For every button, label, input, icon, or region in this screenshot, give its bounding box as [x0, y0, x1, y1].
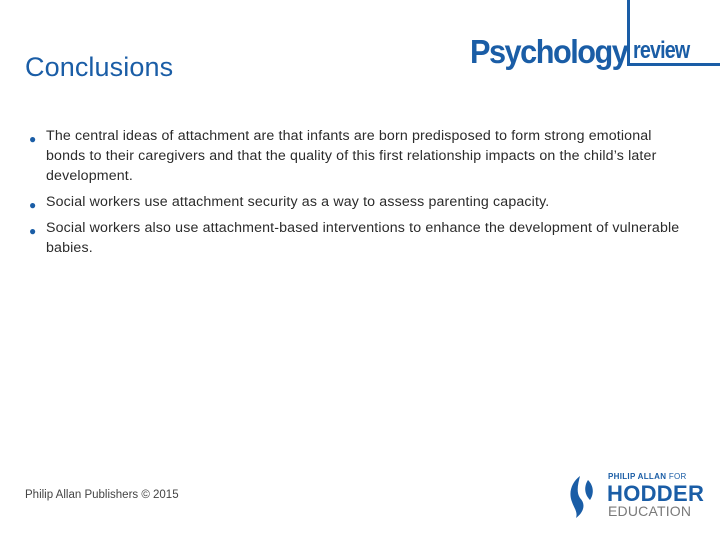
bullet-icon: ● — [29, 198, 37, 212]
psychology-review-logo — [470, 0, 720, 80]
list-item — [28, 218, 688, 258]
hodder-swirl-icon — [564, 472, 600, 520]
bullet-text: Social workers use attachment security as a way to assess parenting capacity. — [46, 194, 550, 210]
logo-education-text: EDUCATION — [608, 503, 692, 519]
logo-publisher-name: PHILIP ALLAN — [608, 472, 667, 481]
logo-sub-text: review — [633, 37, 690, 64]
bullet-list — [28, 126, 688, 264]
logo-divider — [627, 0, 630, 66]
bullet-icon: ● — [29, 132, 37, 146]
logo-publisher-line — [608, 472, 687, 481]
list-item — [28, 126, 688, 186]
list-item — [28, 192, 688, 212]
bullet-text: The central ideas of attachment are that infants are born predisposed to form strong emotional bonds to their caregivers and that the quality of this first relationship impacts on the child’s later development. — [46, 128, 657, 184]
bullet-text: Social workers also use attachment-based interventions to enhance the development of vulnerable babies. — [46, 220, 680, 256]
footer-copyright: Philip Allan Publishers © 2015 — [25, 489, 179, 501]
logo-hodder-text: HODDER — [607, 481, 705, 506]
logo-brand-text: Psychology — [470, 33, 628, 70]
slide-title: Conclusions — [25, 52, 174, 82]
logo-for-text: FOR — [668, 472, 687, 481]
bullet-icon: ● — [29, 224, 37, 238]
hodder-education-logo — [564, 470, 714, 522]
